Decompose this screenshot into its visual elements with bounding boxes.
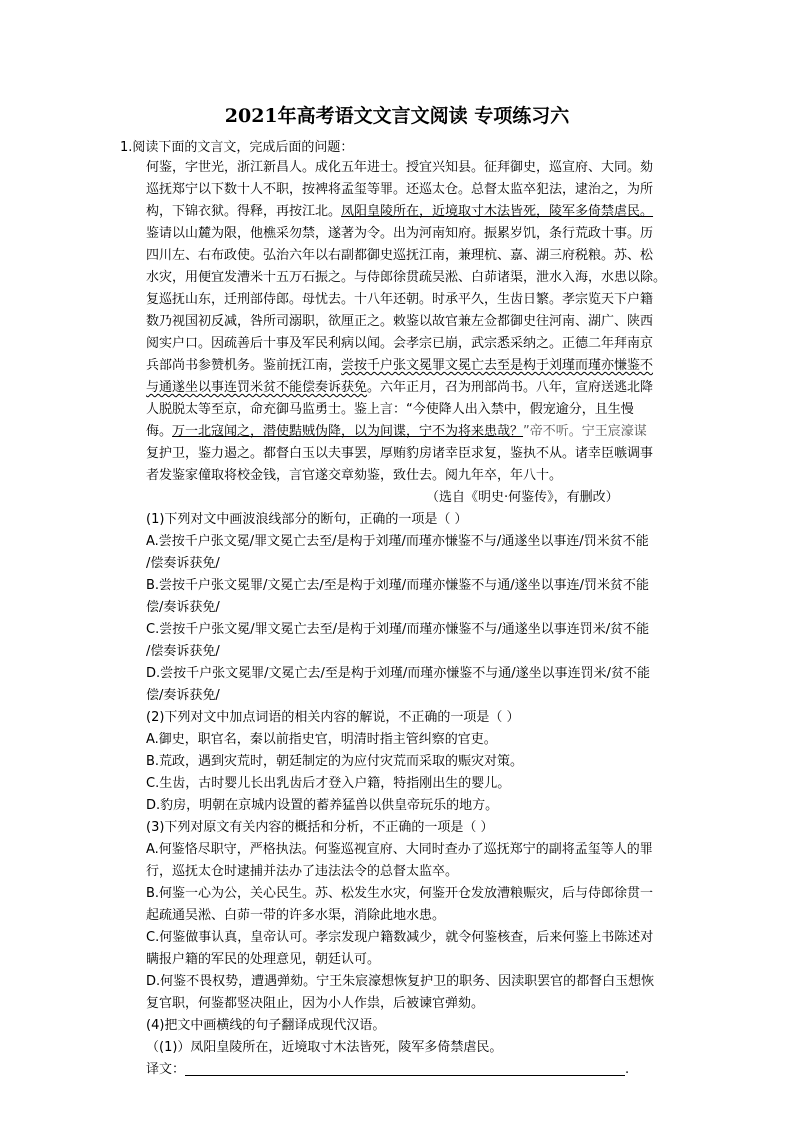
q2-stem: (2)下列对文中加点词语的相关内容的解说，不正确的一项是（ ） [146, 710, 520, 725]
q2-option-d: D.豹房，明朝在京城内设置的蓄养猛兽以供皇帝玩乐的地方。 [146, 798, 499, 813]
q2-option-c: C.生齿，古时婴儿长出乳齿后才登入户籍，特指刚出生的婴儿。 [146, 776, 511, 791]
page-title: 2021年高考语文文言文阅读 专项练习六 [224, 105, 570, 127]
passage-line: 阅实户口。因疏善后十事及军民利病以闻。会孝宗已崩，武宗悉采纳之。正德二年拜南京 [146, 336, 654, 351]
passage-text: 。六年正月，召为刑部尚书。八年，宣府送逃北降 [367, 380, 654, 395]
passage-source: （选自《明史·何鉴传》，有删改） [426, 490, 619, 505]
wavy-underlined-text: 尝按千户张文冕罪文冕亡去至是构于刘瑾而瑾亦慊鉴不 [341, 358, 654, 373]
q3-option-a: A.何鉴恪尽职守，严格执法。何鉴巡视宣府、大同时查办了巡抚郑宁的副将孟玺等人的罪 [146, 842, 653, 857]
q3-option-c: C.何鉴做事认真，皇帝认可。孝宗发现户籍数减少，就令何鉴核查，后来何鉴上书陈述对 [146, 930, 654, 945]
answer-label: 译文： [146, 1062, 186, 1077]
q3-option-d: D.何鉴不畏权势，遭遇弹劾。宁王朱宸濠想恢复护卫的职务、因渎职罢官的都督白玉想恢 [146, 974, 655, 989]
q4-stem: (4)把文中画横线的句子翻译成现代汉语。 [146, 1018, 386, 1033]
passage-line: 四川左、右布政使。弘治六年以右副都御史巡抚江南，兼理杭、嘉、湖三府税粮。苏、松 [146, 248, 654, 263]
q3-stem: (3)下列对原文有关内容的概括和分析，不正确的一项是（ ） [146, 820, 494, 835]
q1-option-d-cont: 偿/奏诉获免/ [146, 688, 220, 703]
answer-end: . [625, 1062, 630, 1077]
q1-option-a: A.尝按千户张文冕/罪文冕亡去至/是构于刘瑾/而瑾亦慊鉴不与/通遂坐以事连/罚米贫不能 [146, 534, 649, 549]
passage-text: 兵部尚书参赞机务。鉴前抚江南， [146, 358, 342, 373]
wavy-underlined-text: 与通遂坐以事连罚米贫不能偿奏诉获免 [146, 380, 368, 395]
q1-option-b-cont: 偿/奏诉获免/ [146, 600, 220, 615]
q4-answer-line [146, 1060, 629, 1080]
q3-option-c-cont: 瞒报户籍的军民的处理意见，朝廷认可。 [146, 952, 381, 967]
passage-text: 侮。 [146, 424, 173, 439]
q3-option-a-cont: 行，巡抚太仓时逮捕并法办了违法法令的总督太监卒。 [146, 864, 459, 879]
passage-line: 复护卫，鉴力遏之。都督白玉以夫事罢，厚贿豹房诸幸臣求复，鉴执不从。诸幸臣嗾调事 [146, 446, 654, 461]
passage-line [146, 202, 653, 222]
q3-option-d-cont: 复官职，何鉴都竖决阻止，因为小人作祟，后被谏官弹劾。 [146, 996, 485, 1011]
q1-option-d: D.尝按千户张文冕罪/文冕亡去/至是构于刘瑾/而瑾亦慊鉴不与通/遂坐以事连罚米/贫不能 [146, 666, 651, 681]
passage-text: 构，下锦衣狱。得释，再按江北。 [146, 204, 342, 219]
passage-line: 鉴请以山麓为限，他樵采勿禁，遂著为令。出为河南知府。振累岁饥，条行荒政十事。历 [146, 226, 654, 241]
answer-blank[interactable] [185, 1061, 625, 1076]
question-intro: 1.阅读下面的文言文，完成后面的问题： [120, 140, 354, 155]
passage-text: ”帝不听。宁王宸濠谋 [523, 424, 647, 439]
passage-line: 何鉴，字世光，浙江新昌人。成化五年进士。授宜兴知县。征拜御史，巡宣府、大同。劾 [146, 160, 654, 175]
passage-line: 人脱脱太等至京，命充御马监勇士。鉴上言：“今使降人出入禁中，假宠逾分，且生慢 [146, 402, 634, 417]
passage-line: 者发鉴家僮取将校金钱，言官遂交章劾鉴，致仕去。阅九年卒，年八十。 [146, 468, 563, 483]
passage-line [146, 356, 653, 376]
passage-line: 水灾，用便宜发漕米十五万石振之。与侍郎徐贯疏吴淞、白茆诸渠，泄水入海，水患以除。 [146, 270, 667, 285]
passage-line: 数乃视国初反减，咎所司溺职，欲厘正之。敕鉴以故官兼左佥都御史往河南、湖广、陕西 [146, 314, 654, 329]
q1-option-c: C.尝按千户张文冕/罪文冕亡去至/是构于刘瑾/而瑾亦慊鉴不与/通遂坐以事连罚米/贫不能 [146, 622, 650, 637]
q2-option-b: B.荒政，遇到灾荒时，朝廷制定的为应付灾荒而采取的赈灾对策。 [146, 754, 524, 769]
passage-line: 巡抚郑宁以下数十人不职，按裨将孟玺等罪。还巡太仓。总督太监卒犯法，逮治之，为所 [146, 182, 654, 197]
passage-line [146, 422, 647, 442]
q2-option-a: A.御史，职官名，秦以前指史官，明清时指主管纠察的官吏。 [146, 732, 497, 747]
q1-option-c-cont: /偿奏诉获免/ [146, 644, 220, 659]
q1-option-b: B.尝按千户张文冕罪/文冕亡去/至是构于刘瑾/而瑾亦慊鉴不与通/遂坐以事连/罚米贫不能 [146, 578, 649, 593]
q4-sub1: （(1)）凤阳皇陵所在，近境取寸木法皆死，陵军多倚禁虐民。 [146, 1040, 503, 1055]
passage-line: 复巡抚山东，迁刑部侍郎。母忧去。十八年还朝。时承平久，生齿日繁。孝宗览天下户籍 [146, 292, 654, 307]
q3-option-b: B.何鉴一心为公，关心民生。苏、松发生水灾，何鉴开仓发放漕粮赈灾，后与侍郎徐贯一 [146, 886, 654, 901]
underlined-sentence-1: 凤阳皇陵所在，近境取寸木法皆死，陵军多倚禁虐民。 [341, 204, 654, 219]
passage-line [146, 378, 653, 398]
q3-option-b-cont: 起疏通吴淞、白茆一带的许多水渠，消除此地水患。 [146, 908, 446, 923]
q1-stem: (1)下列对文中画波浪线部分的断句，正确的一项是（ ） [146, 512, 468, 527]
q1-option-a-cont: /偿奏诉获免/ [146, 556, 220, 571]
underlined-sentence-2: 万一北寇闻之，潜使黠贼伪降，以为间谍，宁不为将来患哉？ [172, 424, 524, 439]
